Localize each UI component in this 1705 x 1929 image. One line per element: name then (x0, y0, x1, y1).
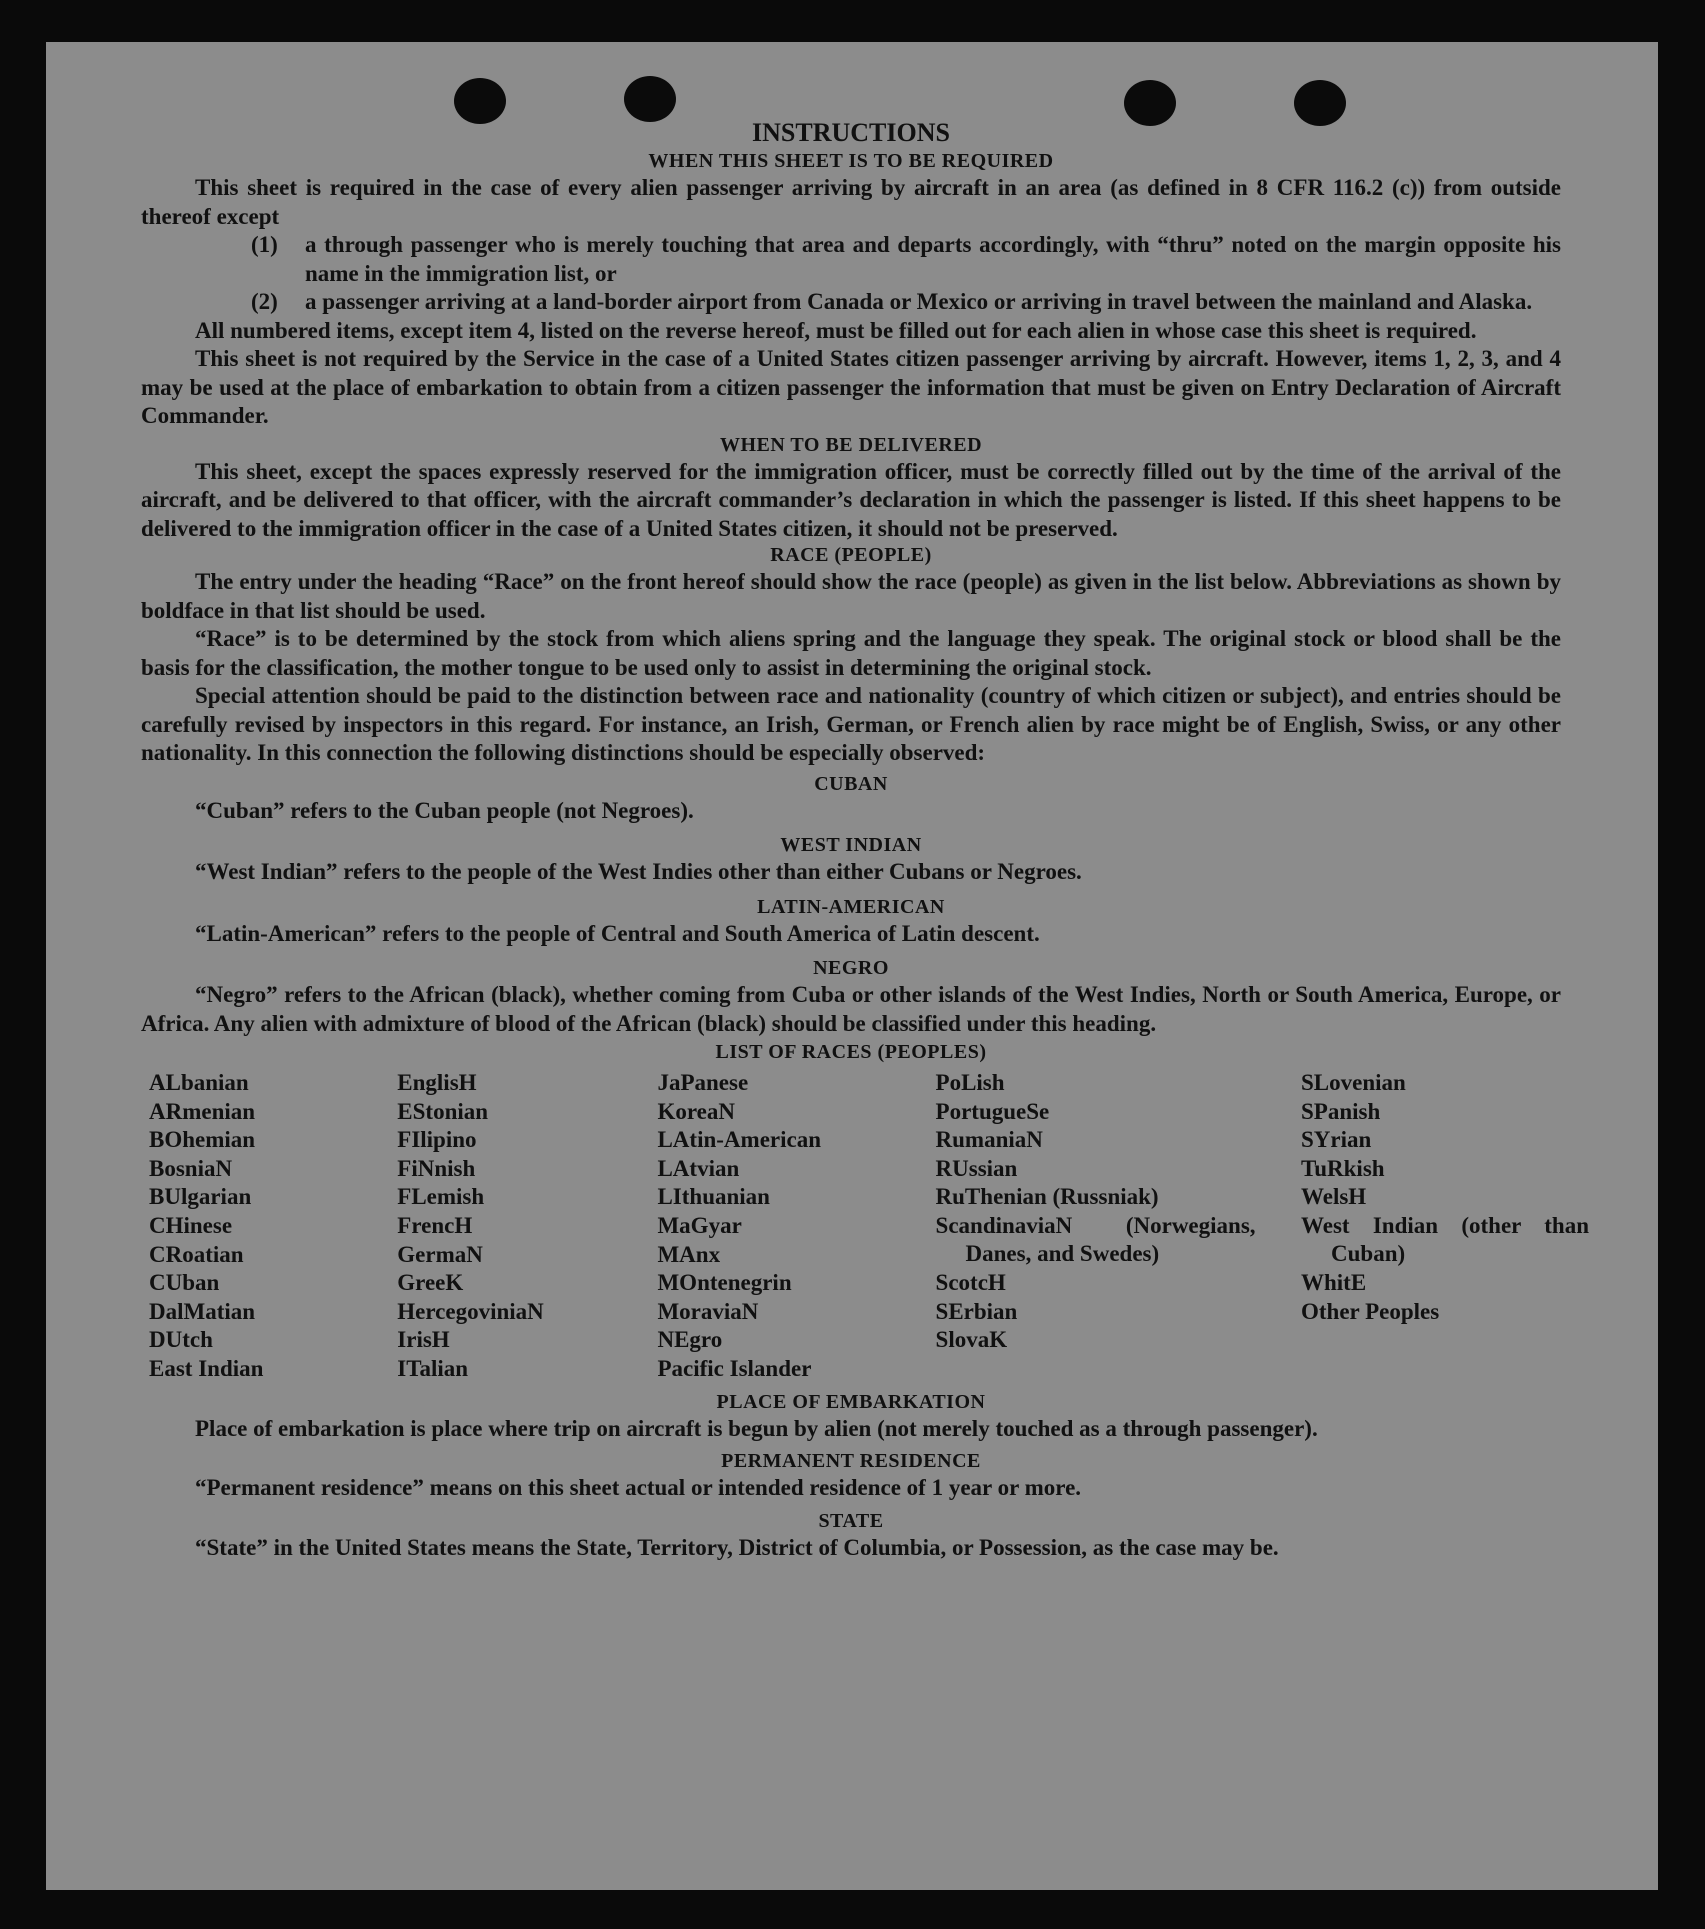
section-heading: WHEN THIS SHEET IS TO BE REQUIRED (648, 150, 1054, 172)
race-item: RuThenian (Russniak) (935, 1184, 1159, 1210)
race-item: SPanish (1301, 1098, 1381, 1124)
list-item (141, 231, 1561, 288)
race-item: SYrian (1301, 1127, 1372, 1153)
section-heading: CUBAN (814, 772, 888, 795)
item-number: (2) (251, 289, 278, 314)
paragraph: “Race” is to be determined by the stock from which aliens spring and the language they speak. The original stock or blood shall be the basis for the classification, the mother tongue to be used only to assist in determining the original stock. (141, 626, 1561, 680)
race-item: MoraviaN (657, 1298, 759, 1324)
race-item: MAnx (657, 1241, 721, 1267)
race-item: HercegoviniaN (397, 1298, 544, 1324)
paragraph: This sheet is required in the case of every alien passenger arriving by aircraft in an area (as defined in 8 CFR 116.2 (c)) from outside thereof except (141, 175, 1561, 229)
race-item: BOhemian (149, 1127, 256, 1153)
instructions-content (141, 117, 1589, 1562)
race-column (657, 1069, 935, 1384)
race-column (936, 1069, 1301, 1384)
race-item: LAtvian (657, 1155, 740, 1181)
race-item: EnglisH (397, 1070, 477, 1095)
paragraph: “West Indian” refers to the people of the West Indies other than either Cubans or Negroes. (195, 859, 1082, 884)
race-item: Pacific Islander (657, 1355, 812, 1381)
race-item: SlovaK (935, 1327, 1008, 1353)
paragraph: “Latin-American” refers to the people of Central and South America of Latin descent. (195, 920, 1040, 946)
race-item: SLovenian (1301, 1070, 1406, 1095)
paragraph: “State” in the United States means the State, Territory, District of Columbia, or Possession, as the case may be. (195, 1534, 1279, 1560)
section-heading: PLACE OF EMBARKATION (716, 1390, 986, 1413)
paragraph: The entry under the heading “Race” on the front hereof should show the race (people) as given in the list below. Abbreviations as shown by boldface in that list should be used. (141, 569, 1561, 623)
race-item: IrisH (397, 1327, 450, 1353)
race-list (141, 1069, 1589, 1384)
section-heading: PERMANENT RESIDENCE (721, 1450, 981, 1473)
race-item: RumaniaN (935, 1127, 1043, 1153)
race-item: FrencH (397, 1212, 473, 1238)
race-item: BUlgarian (149, 1184, 252, 1210)
race-column (141, 1069, 397, 1384)
race-item: PoLish (935, 1070, 1005, 1095)
race-item: LIthuanian (657, 1184, 770, 1210)
race-item: ScandinaviaN (Norwegians, Danes, and Swedes) (935, 1212, 1256, 1267)
race-item: KoreaN (657, 1098, 735, 1124)
list-item (141, 288, 1561, 317)
paragraph: All numbered items, except item 4, listed on the reverse hereof, must be filled out for each alien in whose case this sheet is required. (195, 317, 1477, 343)
document-sheet (46, 42, 1658, 1890)
race-item: WhitE (1301, 1269, 1367, 1295)
section-heading: RACE (PEOPLE) (770, 544, 932, 566)
race-item: NEgro (657, 1327, 723, 1353)
race-item: DUtch (149, 1327, 213, 1353)
race-item: DalMatian (149, 1298, 256, 1324)
section-heading: STATE (818, 1509, 884, 1532)
race-item: CUban (149, 1270, 220, 1296)
race-item: TuRkish (1301, 1155, 1385, 1181)
race-column (1301, 1069, 1589, 1384)
item-number: (1) (251, 232, 278, 257)
race-item: RUssian (935, 1155, 1018, 1181)
paragraph: “Permanent residence” means on this sheet actual or intended residence of 1 year or more. (195, 1475, 1082, 1501)
race-item: CHinese (149, 1212, 233, 1238)
paragraph: This sheet, except the spaces expressly reserved for the immigration officer, must be correctly filled out by the time of the arrival of the aircraft, and be delivered to that officer, with the aircraft commander’s declaration in which the passenger is listed. If this sheet happens to be delivered to the immigration officer in the case of a United States citizen, it should not be preserved. (141, 458, 1561, 541)
race-item: CRoatian (149, 1241, 244, 1267)
race-item: LAtin-American (657, 1127, 821, 1153)
race-item: East Indian (149, 1355, 264, 1381)
item-text: a passenger arriving at a land-border airport from Canada or Mexico or arriving in travel between the mainland and Alaska. (305, 289, 1533, 314)
page-title: INSTRUCTIONS (752, 118, 950, 147)
race-item: ALbanian (149, 1070, 249, 1095)
race-item: Other Peoples (1301, 1298, 1440, 1324)
race-item: PortugueSe (935, 1098, 1050, 1124)
race-item: FLemish (397, 1184, 485, 1210)
item-text: a through passenger who is merely touching that area and departs accordingly, with “thru” noted on the margin opposite his name in the immigration list, or (305, 232, 1561, 286)
race-item: JaPanese (657, 1070, 749, 1095)
race-item: WelsH (1301, 1184, 1367, 1210)
race-item: West Indian (other than Cuban) (1301, 1212, 1589, 1267)
section-heading: NEGRO (813, 957, 889, 979)
race-column (397, 1069, 657, 1384)
race-item: FIlipino (397, 1127, 477, 1153)
race-item: BosniaN (149, 1155, 233, 1181)
race-item: MOntenegrin (657, 1270, 792, 1296)
race-item: GermaN (397, 1241, 483, 1267)
section-heading: WEST INDIAN (780, 834, 922, 856)
race-item: ScotcH (935, 1269, 1006, 1295)
section-heading: LATIN-AMERICAN (757, 895, 945, 918)
race-item: ITalian (397, 1355, 469, 1381)
race-item: MaGyar (657, 1212, 742, 1238)
paragraph: Place of embarkation is place where trip on aircraft is begun by alien (not merely touched as a through passenger). (195, 1415, 1318, 1441)
race-item: EStonian (397, 1098, 489, 1124)
race-item: GreeK (397, 1270, 464, 1296)
paragraph: “Negro” refers to the African (black), whether coming from Cuba or other islands of the West Indies, North or South America, Europe, or Africa. Any alien with admixture of blood of the African (black) should be classified under this heading. (141, 982, 1561, 1036)
race-item: FiNnish (397, 1155, 476, 1181)
section-heading: WHEN TO BE DELIVERED (719, 433, 983, 456)
paragraph: This sheet is not required by the Service in the case of a United States citizen passenger arriving by aircraft. However, items 1, 2, 3, and 4 may be used at the place of embarkation to obtain from a citizen passenger the information that must be given on Entry Declaration of Aircraft Commander. (141, 346, 1561, 428)
section-heading: LIST OF RACES (PEOPLES) (715, 1041, 987, 1063)
race-item: ARmenian (149, 1098, 256, 1124)
race-item: SErbian (935, 1298, 1018, 1324)
paragraph: “Cuban” refers to the Cuban people (not Negroes). (195, 797, 694, 823)
punch-hole (624, 76, 676, 122)
paragraph: Special attention should be paid to the distinction between race and nationality (country of which citizen or subject), and entries should be carefully revised by inspectors in this regard. For instance, an Irish, German, or French alien by race might be of English, Swiss, or any other nationality. In this connection the following distinctions should be especially observed: (141, 683, 1561, 765)
